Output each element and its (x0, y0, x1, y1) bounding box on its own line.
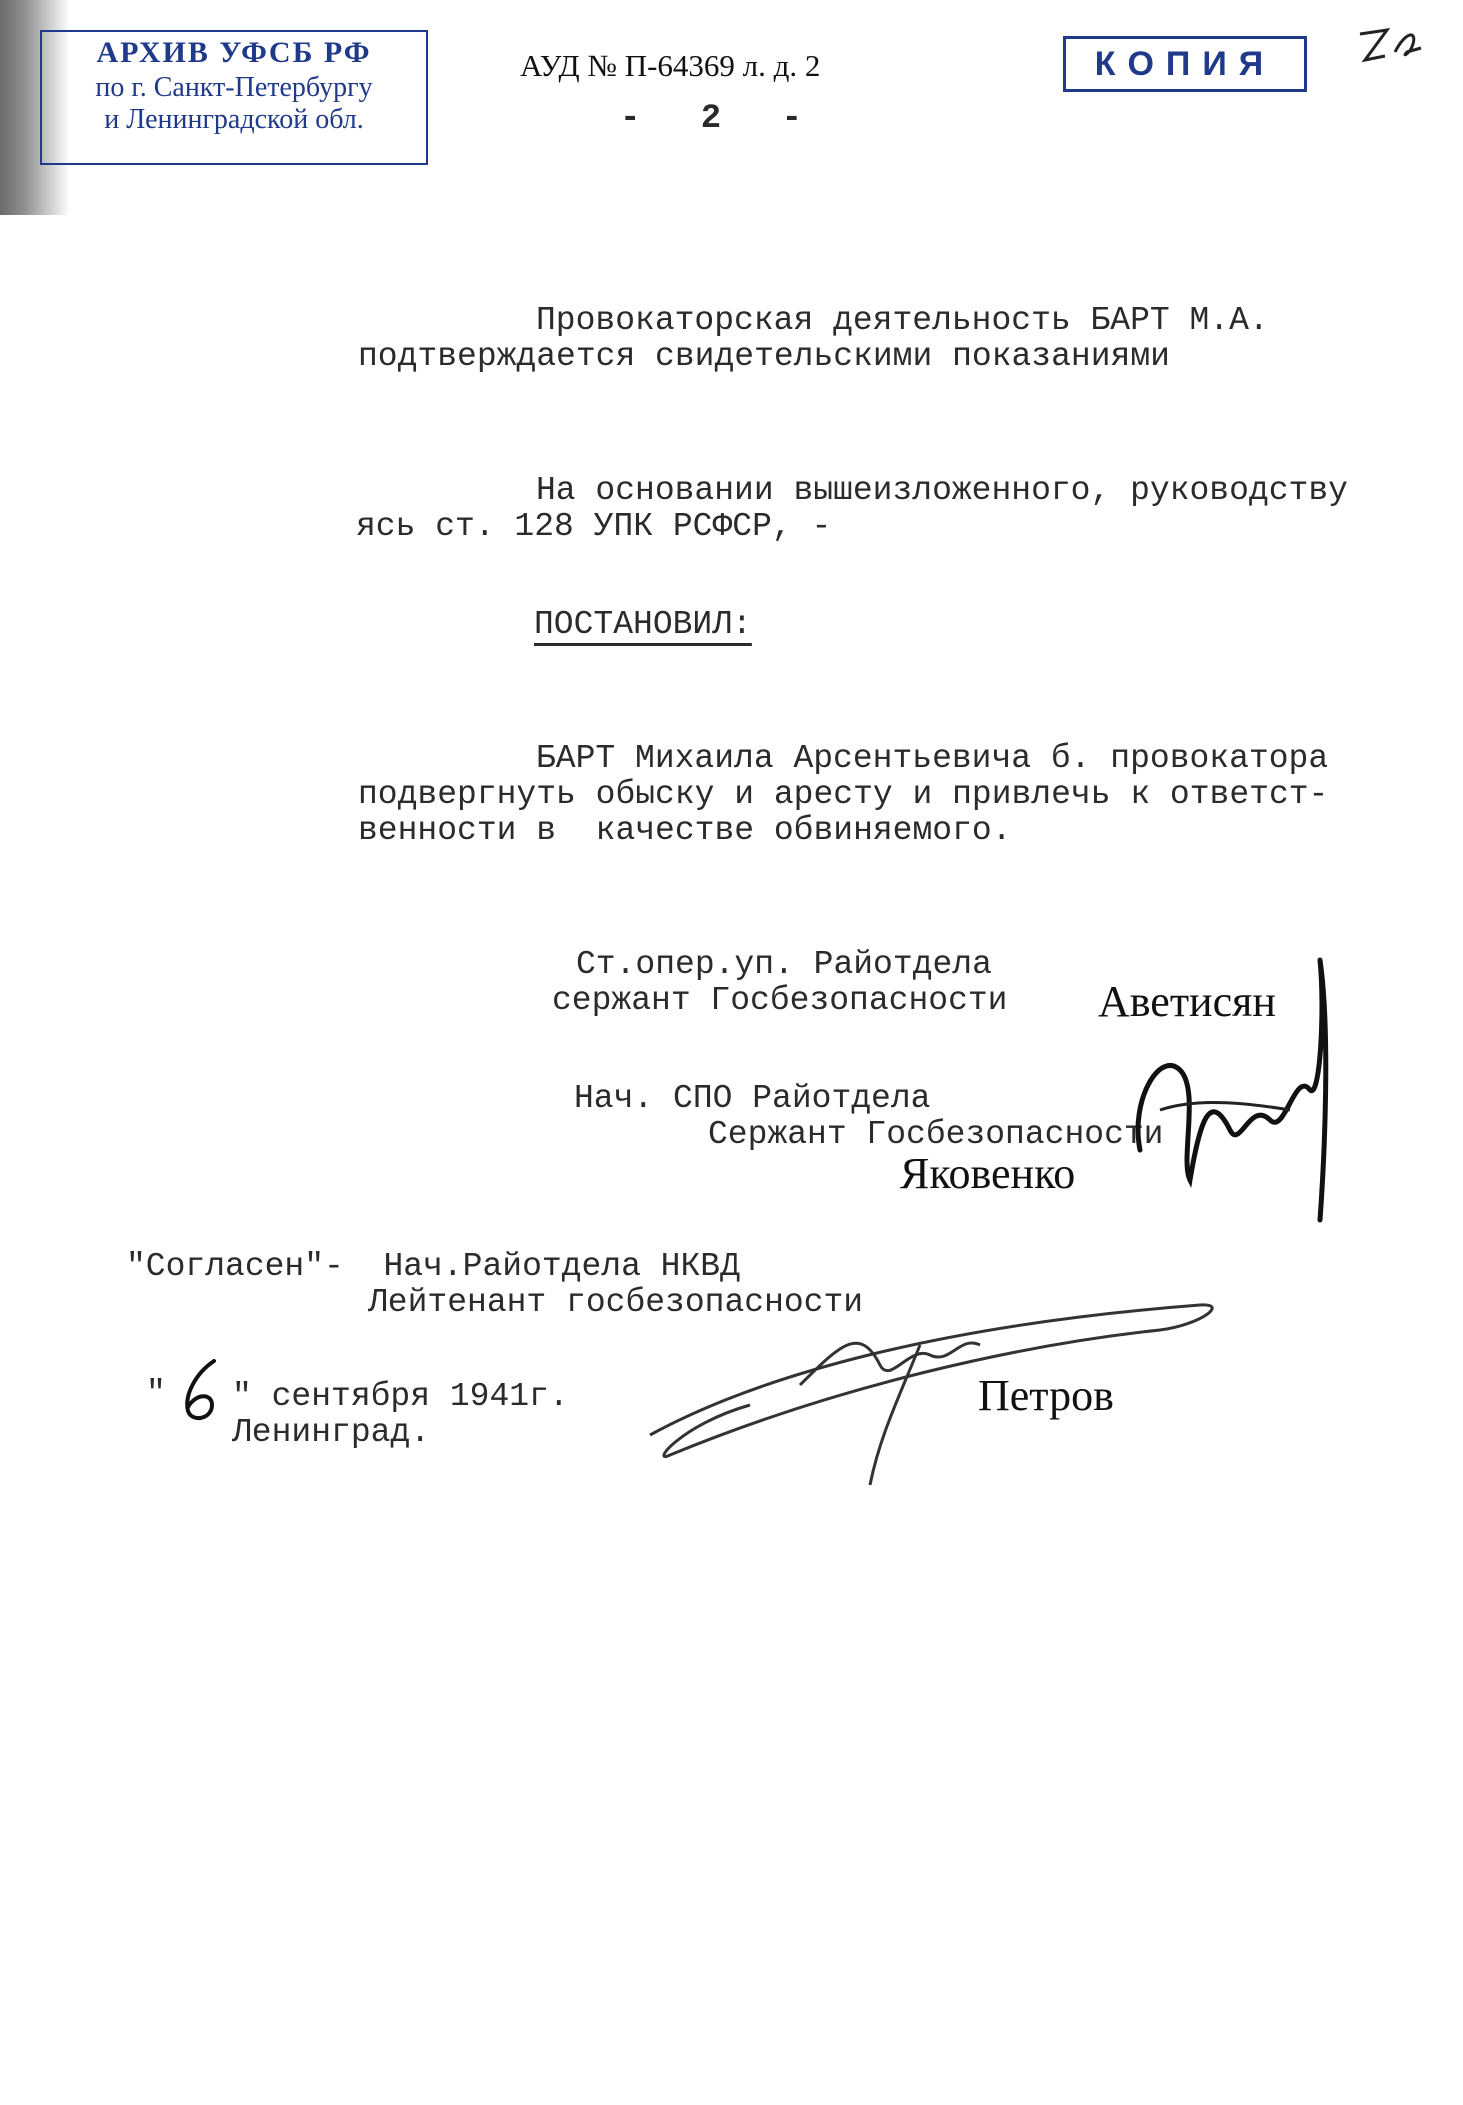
date-open-quote: " (146, 1375, 166, 1412)
handwritten-sheet-mark (1355, 22, 1425, 72)
para3-line1: БАРТ Михаила Арсентьевича б. провокатора (536, 740, 1329, 777)
date-place: Ленинград. (232, 1414, 431, 1451)
file-number: АУД № П-64369 л. д. 2 (520, 48, 821, 83)
approval-name: Петров (978, 1371, 1114, 1420)
archive-stamp (40, 30, 428, 165)
second-signatory-title2: Сержант Госбезопасности (708, 1116, 1164, 1153)
date-month-year: " сентября 1941г. (232, 1378, 569, 1415)
second-signatory-title1: Нач. СПО Райотдела (574, 1080, 931, 1117)
first-signatory-title2: сержант Госбезопасности (552, 982, 1008, 1019)
para1-line1: Провокаторская деятельность БАРТ М.А. (536, 302, 1269, 339)
second-signatory-name: Яковенко (900, 1149, 1076, 1198)
archive-stamp-line3: и Ленинградской обл. (104, 104, 364, 135)
para3-line3: венности в качестве обвиняемого. (358, 812, 1012, 849)
approval-line1: "Согласен"- Нач.Райотдела НКВД (126, 1248, 740, 1285)
para2-line1: На основании вышеизложенного, руководству (536, 472, 1348, 509)
para2-line2: ясь ст. 128 УПК РСФСР, - (356, 508, 832, 545)
approval-line2: Лейтенант госбезопасности (368, 1284, 864, 1321)
second-signature-scribble (1120, 950, 1340, 1230)
handwritten-day (176, 1355, 226, 1425)
para1-line2: подтверждается свидетельскими показаниями (358, 338, 1170, 375)
archive-stamp-line2: по г. Санкт-Петербургу (95, 72, 373, 103)
resolution-heading: ПОСТАНОВИЛ: (534, 606, 752, 643)
para3-line2: подвергнуть обыску и аресту и привлечь к ответст- (358, 776, 1329, 813)
first-signatory-name: Аветисян (1098, 977, 1276, 1026)
first-signatory-title1: Ст.опер.уп. Райотдела (576, 946, 992, 983)
copy-stamp: КОПИЯ (1063, 36, 1307, 92)
archive-stamp-line1: АРХИВ УФСБ РФ (96, 36, 372, 69)
page-number: - 2 - (620, 100, 823, 138)
approval-signature-scribble (640, 1285, 1220, 1495)
